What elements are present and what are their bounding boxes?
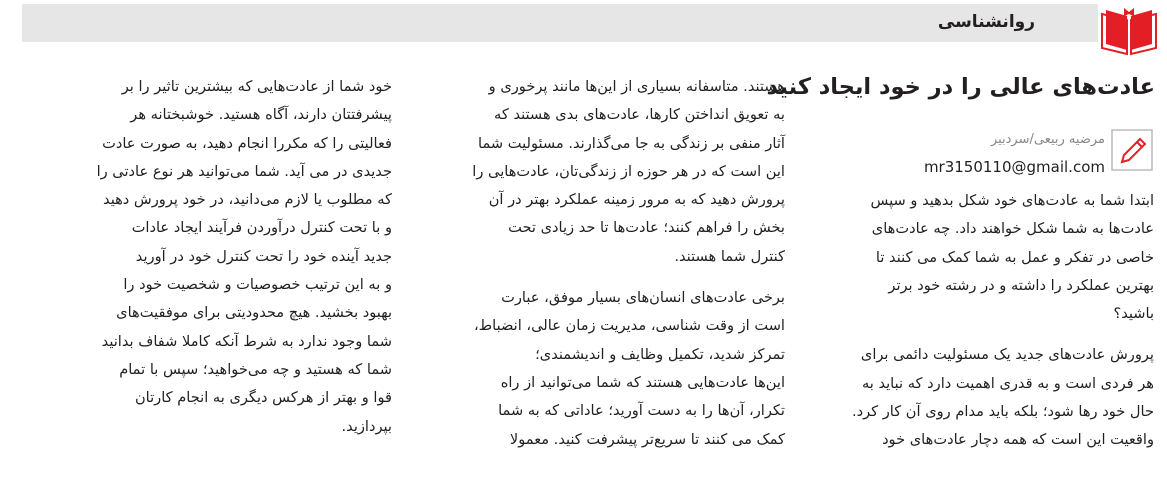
text-line: کمک می کنند تا سریع‌تر پیشرفت کنید. معمولا xyxy=(509,430,785,448)
text-line: و با تحت کنترل درآوردن فرآیند ایجاد عادات xyxy=(131,219,392,237)
book-icon xyxy=(1098,0,1160,56)
text-line: بهبود بخشید. هیچ محدودیتی برای موفقیت‌های xyxy=(116,304,392,322)
text-line: جدید آینده خود را تحت کنترل خود در آورید xyxy=(135,247,392,265)
text-line: تمرکز شدید، تکمیل وظایف و اندیشمندی؛ xyxy=(535,345,785,363)
text-line: هستند. متاسفانه بسیاری از این‌ها مانند پرخوری و xyxy=(488,78,785,95)
text-line: باشید؟ xyxy=(1113,305,1154,323)
text-line: و به این ترتیب خصوصیات و شخصیت خود را xyxy=(123,276,392,294)
section-title: روانشناسی xyxy=(937,12,1035,32)
text-line: حال خود رها شود؛ بلکه باید مدام روی آن کار کرد. xyxy=(851,403,1154,421)
text-line: فعالیتی را که مکررا انجام دهید، به صورت عادت xyxy=(102,134,392,152)
text-line: خاصی در تفکر و عمل به شما کمک می کنند تا xyxy=(875,248,1154,266)
text-line: این‌ها عادت‌هایی هستند که شما می‌توانید از راه xyxy=(500,373,785,391)
text-line: بپردازید. xyxy=(341,417,392,435)
text-line: عادت‌ها به شما شکل خواهند داد. چه عادت‌های xyxy=(871,220,1154,238)
pen-icon xyxy=(1110,128,1154,172)
text-line: بهترین عملکرد را داشته و در رشته خود برتر xyxy=(888,276,1154,294)
text-line: پرورش عادت‌های جدید یک مسئولیت دائمی برای xyxy=(860,346,1154,364)
text-line: جدیدی در می آید. شما می‌توانید هر نوع عادتی را xyxy=(96,162,392,180)
text-line: این است که در هر حوزه از زندگی‌تان، عادت‌هایی را xyxy=(472,162,785,180)
article-column-middle xyxy=(412,73,785,454)
author-email[interactable]: mr3150110@gmail.com xyxy=(923,158,1105,176)
text-line: شما وجود ندارد به شرط آنکه کاملا شفاف بدانید xyxy=(101,332,392,350)
article-headline: عادت‌های عالی را در خود ایجاد کنید xyxy=(766,74,1155,100)
text-line: کنترل شما هستند. xyxy=(674,247,785,265)
text-line: آثار منفی بر زندگی به جا می‌گذارند. مسئولیت شما xyxy=(478,134,785,152)
article-column-left xyxy=(22,73,392,441)
text-line: قوا و بهتر از هرکس دیگری به انجام کارتان xyxy=(134,389,392,407)
text-line: برخی عادت‌های انسان‌های بسیار موفق، عبارت xyxy=(501,289,785,307)
article-column-right xyxy=(804,187,1154,455)
text-line: خود شما از عادت‌هایی که بیشترین تاثیر را بر xyxy=(121,78,392,95)
text-line: هر فردی است و به قدری اهمیت دارد که نباید به xyxy=(861,374,1154,392)
text-line: شما که هستید و چه می‌خواهید؛ سپس با تمام xyxy=(119,360,392,378)
author-byline: مرضیه ربیعی/سردبیر xyxy=(990,132,1105,147)
text-line: پرورش دهید که به مرور زمینه عملکرد بهتر در آن xyxy=(488,191,785,209)
text-line: پیشرفتتان دارند، آگاه هستید. خوشبختانه هر xyxy=(130,106,392,124)
text-line: که مطلوب یا لازم می‌دانید، در خود پرورش دهید xyxy=(103,191,392,209)
text-line: ابتدا شما به عادت‌های خود شکل بدهید و سپس xyxy=(870,192,1154,209)
text-line: است از وقت شناسی، مدیریت زمان عالی، انضباط، xyxy=(473,317,785,335)
text-line: تکرار، آن‌ها را به دست آورید؛ عاداتی که به شما xyxy=(498,402,785,420)
text-line: واقعیت این است که همه دچار عادت‌های خود xyxy=(882,431,1154,449)
text-line: بخش را فراهم کنند؛ عادت‌ها تا حد زیادی تحت xyxy=(508,219,785,237)
text-line: به تعویق انداختن کارها، عادت‌های بدی هستند که xyxy=(494,106,785,124)
